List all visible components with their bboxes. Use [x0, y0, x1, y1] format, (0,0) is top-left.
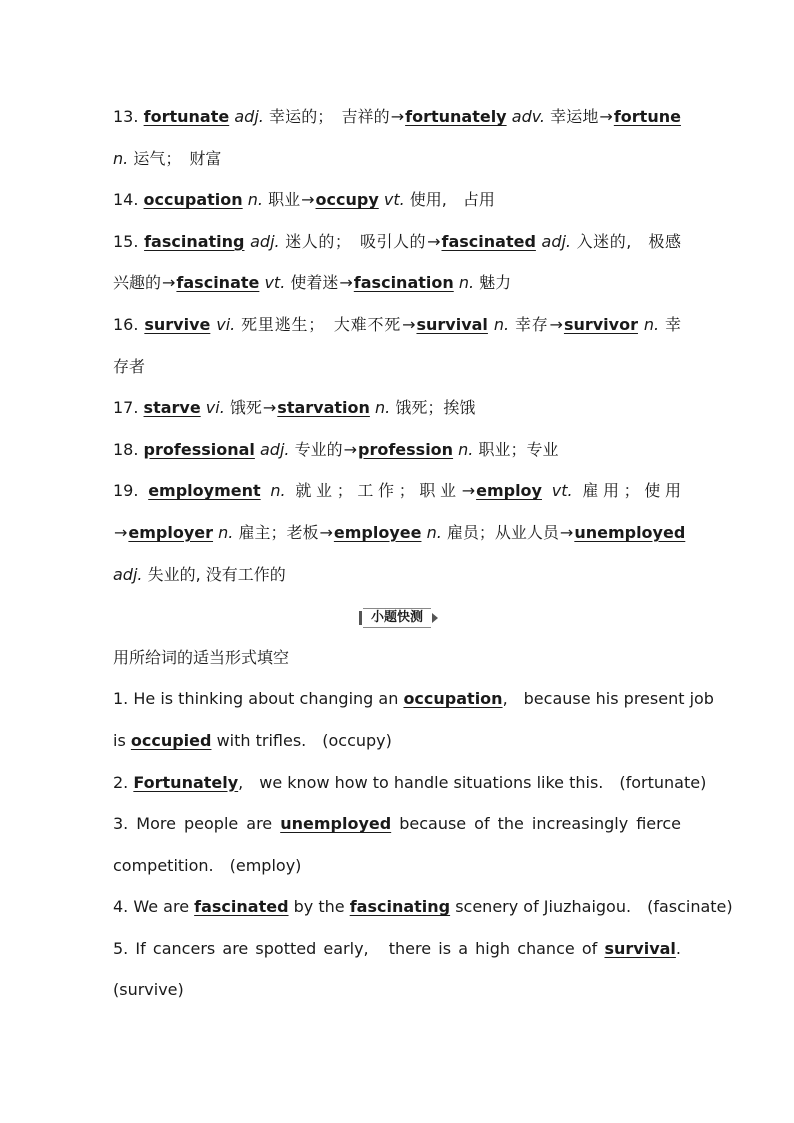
- question-text: , we know how to handle situations like this. (fortunate): [238, 772, 707, 792]
- vocab-word: survival: [416, 314, 488, 334]
- vocab-word: employer: [128, 522, 214, 542]
- part-of-speech: n.: [113, 148, 129, 168]
- arrow-icon: →: [301, 190, 315, 210]
- answer-blank: unemployed: [280, 814, 392, 834]
- meaning: 幸运的； 吉祥的: [269, 107, 390, 126]
- meaning: 迷人的； 吸引人的: [285, 231, 427, 251]
- meaning: 兴趣的: [113, 273, 162, 293]
- vocab-item-15: [113, 221, 681, 263]
- vocab-item-13-cont: [113, 138, 681, 180]
- vocab-word: starvation: [277, 398, 370, 418]
- meaning: 雇主；老板: [238, 522, 319, 542]
- arrow-icon: →: [427, 231, 441, 251]
- part-of-speech: n.: [218, 522, 234, 542]
- vocab-word: survive: [144, 314, 211, 334]
- part-of-speech: vt.: [383, 190, 405, 210]
- question-text: , because his present job: [502, 689, 714, 709]
- vocab-item-15-cont: [113, 262, 681, 304]
- vocab-word: fascination: [353, 273, 454, 293]
- vocab-item-16-cont: [113, 346, 681, 388]
- arrow-icon: →: [114, 522, 128, 542]
- quiz-question-4: [113, 886, 733, 928]
- vocab-word: fortunately: [405, 107, 507, 126]
- arrow-icon: →: [390, 107, 405, 126]
- part-of-speech: vt.: [264, 273, 286, 293]
- vocab-item-16: [113, 304, 681, 346]
- quiz-badge: 小题快测: [363, 608, 431, 628]
- document-page: [113, 96, 733, 1011]
- answer-blank: occupied: [130, 730, 212, 750]
- meaning: 雇用；使用: [582, 481, 681, 501]
- answer-blank: occupation: [403, 689, 503, 709]
- answer-blank: survival: [604, 938, 676, 958]
- arrow-icon: →: [461, 481, 476, 501]
- meaning: 存者: [113, 356, 146, 376]
- part-of-speech: n.: [458, 439, 474, 459]
- question-text: scenery of Jiuzhaigou. (fascinate): [455, 897, 733, 917]
- item-number: 18.: [113, 439, 139, 459]
- question-text: 3. More people are: [113, 814, 273, 834]
- vocab-word: employment: [148, 481, 261, 501]
- arrow-icon: →: [162, 273, 176, 293]
- arrow-icon: →: [559, 522, 574, 542]
- meaning: 饿死；挨饿: [395, 398, 476, 418]
- vocab-item-14: [113, 179, 681, 221]
- arrow-icon: →: [402, 314, 416, 334]
- meaning: 职业；专业: [478, 439, 559, 459]
- meaning: 雇员；从业人员: [446, 522, 559, 542]
- meaning: 专业的: [294, 439, 343, 459]
- vocab-word: fascinated: [441, 231, 536, 251]
- vocab-word: employ: [476, 481, 542, 501]
- vocab-word: fascinate: [176, 273, 260, 293]
- meaning: 就业；工作；职业: [295, 481, 461, 501]
- vocab-word: professional: [143, 439, 255, 459]
- quiz-question-5: [113, 928, 681, 970]
- vocab-word: survivor: [563, 314, 638, 334]
- vocab-item-19-cont: [113, 512, 686, 554]
- meaning: 使用, 占用: [409, 190, 495, 210]
- arrow-icon: →: [319, 522, 333, 542]
- arrow-icon: →: [599, 107, 613, 126]
- item-number: 16.: [113, 314, 139, 334]
- vocab-item-13: [113, 96, 681, 138]
- question-text: with trifles. (occupy): [216, 730, 392, 750]
- meaning: 幸存: [514, 314, 549, 334]
- question-text: competition. (employ): [113, 855, 302, 875]
- part-of-speech: adj.: [259, 439, 290, 459]
- meaning: 职业: [268, 190, 301, 210]
- vocab-word: employee: [333, 522, 422, 542]
- quiz-instruction: [113, 637, 681, 679]
- part-of-speech: adj.: [541, 231, 572, 251]
- arrow-icon: →: [339, 273, 353, 293]
- part-of-speech: n.: [247, 190, 263, 210]
- part-of-speech: adj.: [250, 231, 280, 251]
- vocab-word: fascinating: [144, 231, 245, 251]
- item-number: 17.: [113, 398, 139, 418]
- vocab-item-19-cont2: [113, 554, 681, 596]
- vocab-item-17: [113, 387, 681, 429]
- item-number: 15.: [113, 231, 139, 251]
- meaning: 幸: [664, 314, 681, 334]
- part-of-speech: adj.: [113, 564, 143, 584]
- quiz-question-2: [113, 762, 707, 804]
- meaning: 魅力: [479, 273, 512, 293]
- item-number: 19.: [113, 481, 139, 501]
- question-text: (survive): [113, 980, 184, 1000]
- arrow-icon: →: [549, 314, 563, 334]
- part-of-speech: adv.: [511, 107, 545, 126]
- answer-blank: Fortunately: [133, 772, 239, 792]
- question-text: because of the increasingly fierce: [399, 814, 682, 834]
- quiz-question-3-cont: [113, 845, 681, 887]
- vocab-word: fortune: [613, 107, 681, 126]
- question-text: 1. He is thinking about changing an: [113, 689, 399, 709]
- vocab-word: occupation: [143, 190, 243, 210]
- arrow-icon: →: [343, 439, 357, 459]
- part-of-speech: n.: [493, 314, 510, 334]
- part-of-speech: n.: [458, 273, 475, 293]
- quiz-question-3: [113, 803, 681, 845]
- answer-blank: fascinating: [349, 897, 451, 917]
- quiz-question-5-cont: [113, 969, 681, 1011]
- vocab-word: unemployed: [574, 522, 686, 542]
- part-of-speech: n.: [375, 398, 391, 418]
- section-header: [113, 595, 681, 637]
- question-text: is: [113, 730, 126, 750]
- vocab-item-18: [113, 429, 681, 471]
- question-text: 4. We are: [113, 897, 190, 917]
- meaning: 入迷的, 极感: [576, 231, 681, 251]
- question-text: by the: [293, 897, 345, 917]
- item-number: 14.: [113, 190, 139, 210]
- question-text: 2.: [113, 772, 129, 792]
- quiz-question-1: [113, 678, 714, 720]
- item-number: 13.: [113, 107, 139, 126]
- meaning: 死里逃生； 大难不死: [241, 314, 402, 334]
- arrow-icon: →: [262, 398, 277, 418]
- meaning: 使着迷: [290, 273, 339, 293]
- part-of-speech: n.: [643, 314, 660, 334]
- part-of-speech: vt.: [551, 481, 573, 501]
- vocab-item-19: [113, 470, 681, 512]
- part-of-speech: vi.: [216, 314, 236, 334]
- vocab-word: occupy: [315, 190, 379, 210]
- meaning: 运气； 财富: [133, 148, 222, 168]
- instruction-text: 用所给词的适当形式填空: [113, 647, 290, 667]
- quiz-question-1-cont: [113, 720, 681, 762]
- vocab-word: profession: [358, 439, 454, 459]
- answer-blank: fascinated: [194, 897, 289, 917]
- meaning: 饿死: [229, 398, 262, 418]
- meaning: 失业的, 没有工作的: [147, 564, 286, 584]
- question-text: .: [675, 938, 681, 958]
- part-of-speech: n.: [270, 481, 286, 501]
- part-of-speech: adj.: [234, 107, 264, 126]
- part-of-speech: n.: [426, 522, 442, 542]
- vocab-word: starve: [143, 398, 201, 418]
- meaning: 幸运地: [550, 107, 599, 126]
- part-of-speech: vi.: [205, 398, 225, 418]
- vocab-word: fortunate: [143, 107, 230, 126]
- question-text: 5. If cancers are spotted early, there is a high chance of: [113, 938, 598, 958]
